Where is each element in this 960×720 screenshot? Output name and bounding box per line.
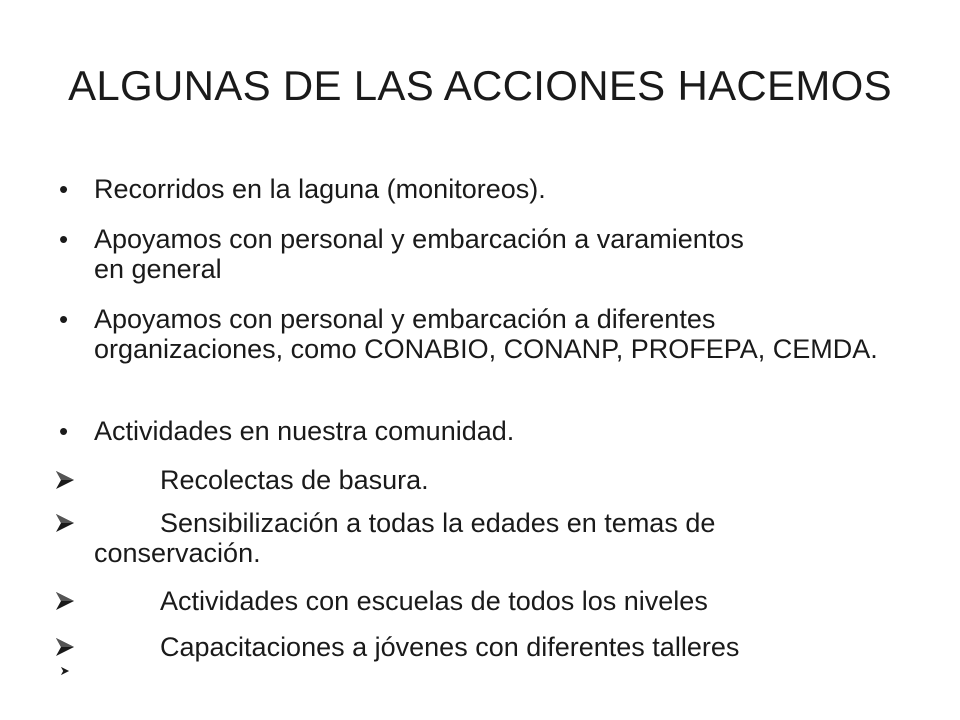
round-bullet-icon: • — [59, 174, 69, 204]
arrow-item — [94, 632, 894, 662]
round-bullet-icon: • — [59, 224, 69, 254]
arrow-bullet-icon — [60, 666, 70, 676]
bullet-item — [59, 174, 894, 204]
arrow-text: Capacitaciones a jóvenes con diferentes talleres — [160, 632, 740, 662]
arrow-bullet-icon — [54, 636, 76, 658]
arrow-bullet-icon — [54, 590, 76, 612]
arrow-item — [94, 465, 894, 495]
bullet-text: Apoyamos con personal y embarcación a diferentes organizaciones, como CONABIO, CONANP, PROFEPA, CEMDA. — [94, 304, 878, 364]
bullet-text: Recorridos en la laguna (monitoreos). — [94, 174, 546, 204]
slide-title: ALGUNAS DE LAS ACCIONES HACEMOS — [68, 62, 892, 109]
round-bullet-icon: • — [59, 304, 69, 334]
arrow-text: Recolectas de basura. — [160, 465, 429, 495]
bullet-item — [59, 416, 894, 446]
bullet-text: Apoyamos con personal y embarcación a varamientos en general — [94, 224, 744, 284]
arrow-text: Sensibilización a todas la edades en temas de conservación. — [94, 508, 716, 568]
bullet-text: Actividades en nuestra comunidad. — [94, 416, 515, 446]
arrow-item — [94, 586, 894, 616]
arrow-item — [94, 508, 894, 568]
round-bullet-icon: • — [59, 416, 69, 446]
arrow-bullet-icon — [54, 512, 76, 534]
bullet-item — [59, 224, 894, 284]
arrow-bullet-icon — [54, 469, 76, 491]
arrow-text: Actividades con escuelas de todos los niveles — [160, 586, 708, 616]
bullet-item — [59, 304, 894, 364]
